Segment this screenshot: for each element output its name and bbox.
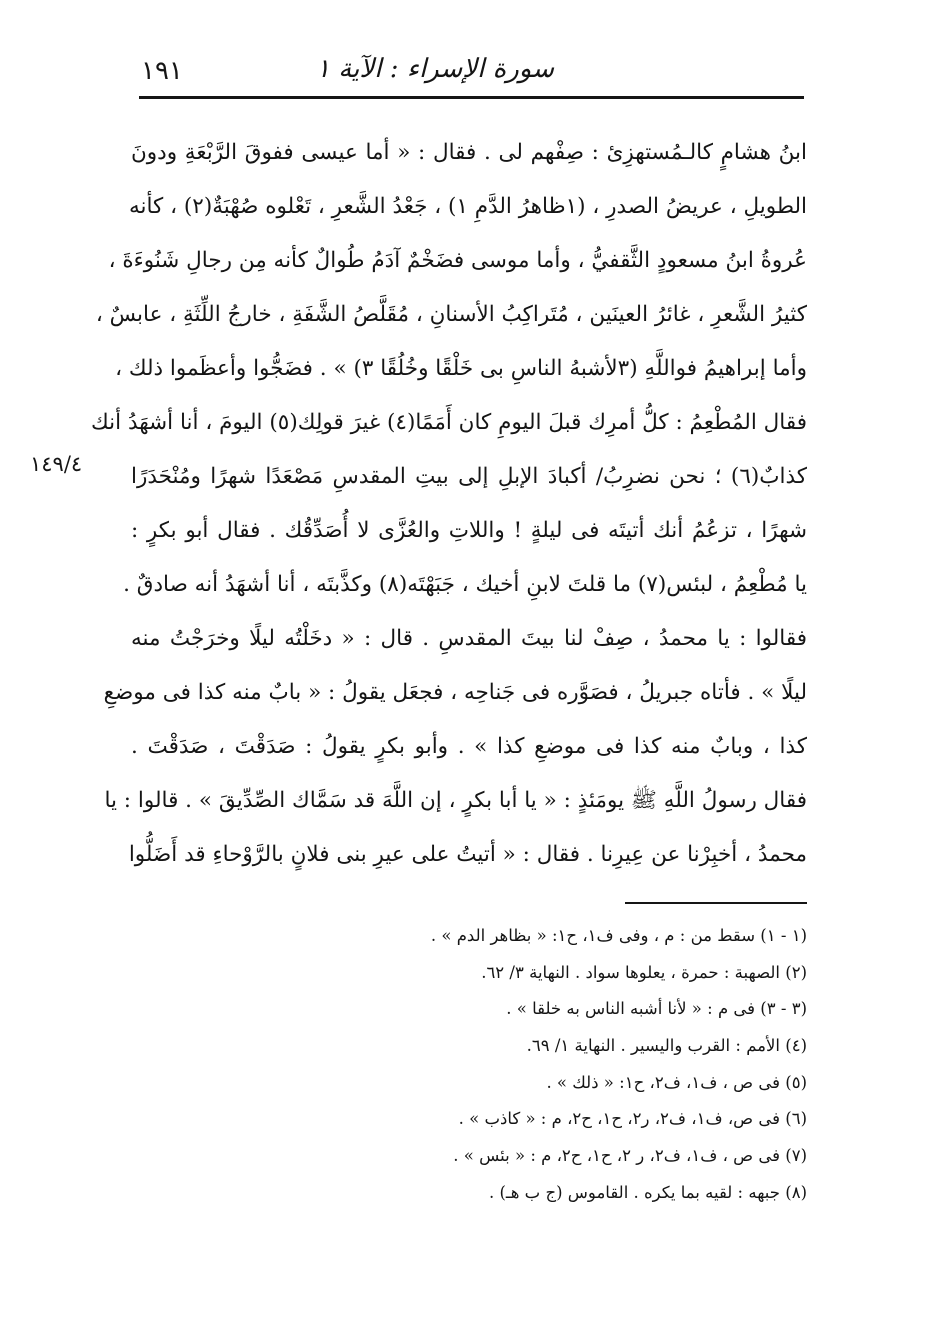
body-line: فقالوا : يا محمدُ ، صِفْ لنا بيتَ المقدسِ . قال : « دخَلْتُه ليلًا وخرَجْتُ منه — [131, 626, 807, 651]
header-rule — [139, 96, 804, 99]
footnotes — [250, 918, 807, 1212]
footnote: (٣ - ٣) فى م : « لأنا أشبه الناس به خلقا » . — [506, 999, 807, 1019]
body-line: فقال المُطْعِمُ : كلُّ أمرِك قبلَ اليومِ كان أَمَمًا(٤) غيرَ قولِك(٥) اليومَ ، أنا أشهَدُ أنك — [91, 410, 807, 435]
footnote: (٦) فى ص، ف١، ف٢، ر٢، ح١، ح٢، م : « كاذب » . — [458, 1109, 807, 1129]
footnote: (٧) فى ص ، ف١، ف٢، ر ٢، ح١، ح٢، م : « بئس » . — [453, 1146, 807, 1166]
body-line: شهرًا ، تزعُمُ أنك أتيتَه فى ليلةٍ ! واللاتِ والعُزَّى لا أُصَدِّقُك . فقال أبو بكرٍ : — [131, 518, 807, 543]
body-line: عُروةُ ابنُ مسعودٍ الثَّقفيُّ ، وأما موسى فضَخْمٌ آدَمُ طُوالٌ كأنه مِن رجالِ شَنُوءَةَ ، — [108, 248, 807, 273]
footnote-rule — [625, 902, 807, 904]
margin-note: ١٤٩/٤ — [30, 452, 83, 476]
running-title: سورة الإسراء : الآية ١ — [315, 54, 555, 84]
body-text — [91, 126, 807, 882]
footnote: (٨) جبهه : لقيه بما يكره . القاموس (ج ب هـ) . — [488, 1182, 807, 1202]
body-line: محمدُ ، أخبِرْنا عن عِيرِنا . فقال : « أتيتُ على عيرِ بنى فلانٍ بالرَّوْحاءِ قد أَضَلُّوا — [128, 842, 807, 867]
footnote: (٤) الأمم : القرب واليسير . النهاية ١/ ٦٩. — [526, 1036, 807, 1056]
page-number: ١٩١ — [141, 56, 183, 86]
body-line: وأما إبراهيمُ فواللَّهِ (٣لأشبهُ الناسِ بى خَلْقًا وخُلُقًا ٣) » . فضَجُّوا وأعظَموا ذلك ، — [115, 356, 807, 381]
footnote: (١ - ١) سقط من : م ، وفى ف١، ح١: « بظاهر الدم » . — [430, 926, 807, 945]
body-line: كذا ، وبابٌ منه كذا فى موضعِ كذا » . وأبو بكرٍ يقولُ : صَدَقْتَ ، صَدَقْتَ . — [131, 734, 807, 759]
footnote: (٥) فى ص ، ف١، ف٢، ح١: « ذلك » . — [546, 1072, 807, 1092]
body-line: يا مُطْعِمُ ، لبئس(٧) ما قلتَ لابنِ أخيك ، جَبَهْتَه(٨) وكذَّبتَه ، أنا أشهَدُ أنه صادقٌ . — [123, 572, 807, 597]
body-line: كثيرُ الشَّعرِ ، غائرُ العينَين ، مُتَراكِبُ الأسنانِ ، مُقَلَّصُ الشَّفَةِ ، خارجُ اللِّثَةِ ، عابسٌ ، — [95, 302, 807, 327]
body-line: الطويلِ ، عريضُ الصدرِ ، (١ظاهرُ الدَّمِ ١) ، جَعْدُ الشَّعرِ ، تَعْلوه صُهْبَةٌ(٢) ، كأنه — [128, 194, 807, 219]
body-line: فقال رسولُ اللَّهِ ﷺ يومَئذٍ : « يا أبا بكرٍ ، إن اللَّهَ قد سَمَّاك الصِّدِّيقَ » . قالوا : يا — [104, 788, 807, 813]
body-line: ابنُ هشامٍ كالـمُستهزِئ : صِفْهم لى . فقال : « أما عيسى ففوقَ الرَّبْعَةِ ودونَ — [131, 140, 807, 165]
body-line: كذابٌ(٦) ؛ نحن نضرِبُ/ أكبادَ الإبلِ إلى بيتِ المقدسِ مَصْعَدًا شهرًا ومُنْحَدَرًا — [131, 464, 807, 489]
body-line: ليلًا » . فأتاه جبريلُ ، فصَوَّره فى جَناحِه ، فجعَل يقولُ : « بابٌ منه كذا فى موضعِ — [103, 680, 807, 705]
footnote: (٢) الصهبة : حمرة ، يعلوها سواد . النهاية ٣/ ٦٢. — [481, 962, 807, 982]
